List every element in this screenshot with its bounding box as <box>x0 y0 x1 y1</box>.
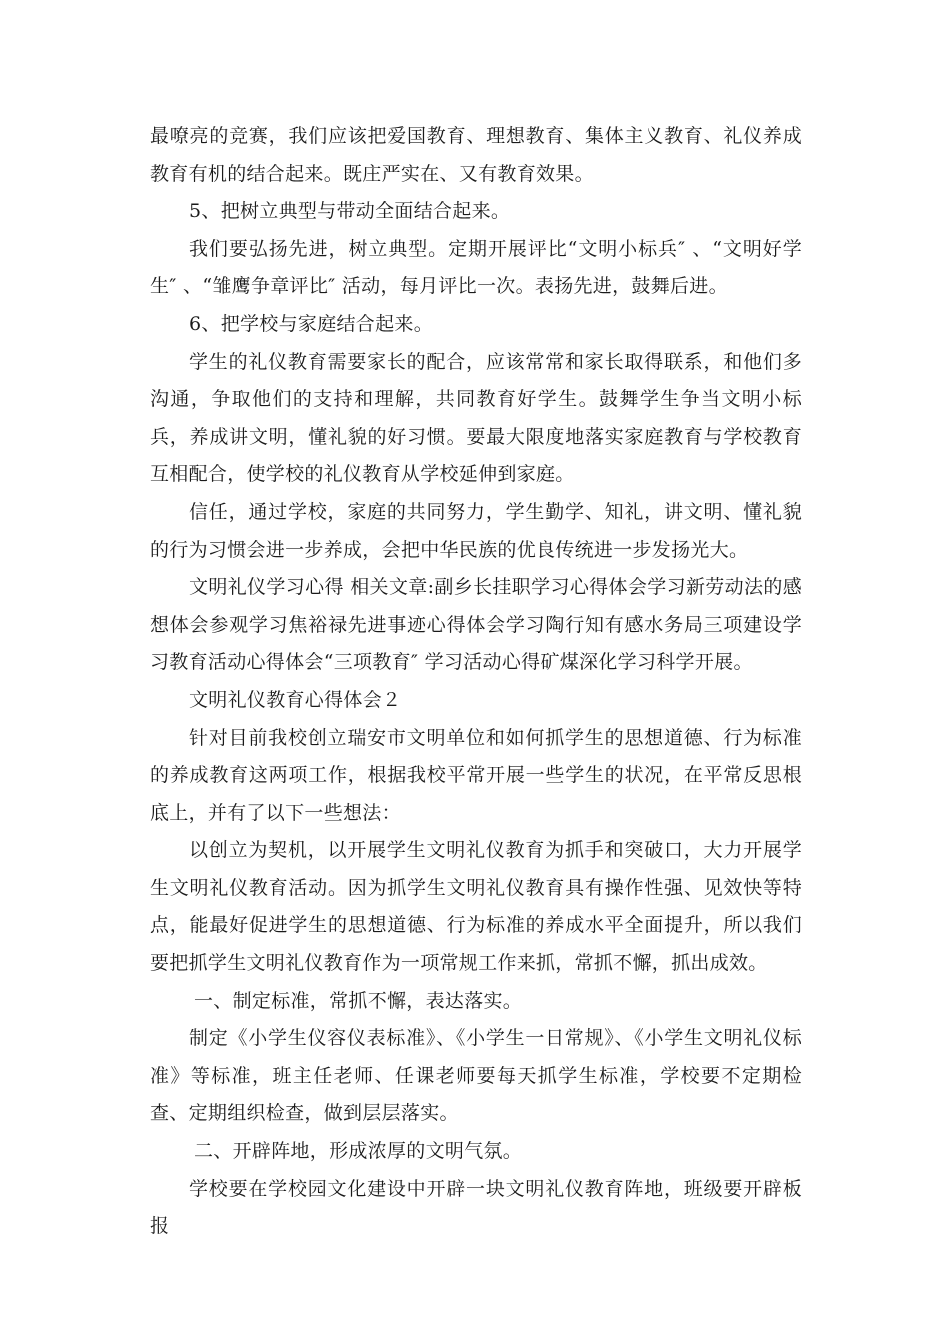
section-heading-2: 二、开辟阵地，形成浓厚的文明气氛。 <box>194 1140 523 1163</box>
paragraph: 制定《小学生仪容仪表标准》、《小学生一日常规》、《小学生文明礼仪标准》等标准，班主任老师、任课老师要每天抓学生标准，学校要不定期检查、定期组织检查，做到层层落实。 <box>150 1027 802 1125</box>
document-body <box>150 118 802 1246</box>
paragraph: 学生的礼仪教育需要家长的配合，应该常常和家长取得联系，和他们多沟通，争取他们的支持和理解，共同教育好学生。鼓舞学生争当文明小标兵，养成讲文明，懂礼貌的好习惯。要最大限度地落实家庭教育与学校教育互相配合，使学校的礼仪教育从学校延伸到家庭。 <box>150 350 802 486</box>
paragraph: 针对目前我校创立瑞安市文明单位和如何抓学生的思想道德、行为标准的养成教育这两项工作，根据我校平常开展一些学生的状况，在平常反思根底上，并有了以下一些想法： <box>150 726 802 824</box>
paragraph: 学校要在学校园文化建设中开辟一块文明礼仪教育阵地，班级要开辟板报 <box>150 1177 802 1238</box>
paragraph: 我们要弘扬先进，树立典型。定期开展评比“文明小标兵″ 、“文明好学生″ 、“雏鹰争章评比″ 活动，每月评比一次。表扬先进，鼓舞后进。 <box>150 237 802 298</box>
section-heading-1: 一、制定标准，常抓不懈，表达落实。 <box>194 989 523 1012</box>
paragraph: 信任，通过学校，家庭的共同努力，学生勤学、知礼，讲文明、懂礼貌的行为习惯会进一步养成，会把中华民族的优良传统进一步发扬光大。 <box>150 500 802 561</box>
section-heading-6: 6、把学校与家庭结合起来。 <box>189 312 433 335</box>
article-subtitle: 文明礼仪教育心得体会２ <box>189 688 402 711</box>
paragraph: 以创立为契机，以开展学生文明礼仪教育为抓手和突破口，大力开展学生文明礼仪教育活动。因为抓学生文明礼仪教育具有操作性强、见效快等特点，能最好促进学生的思想道德、行为标准的养成水平全面提升，所以我们要把抓学生文明礼仪教育作为一项常规工作来抓，常抓不懈，抓出成效。 <box>150 839 802 975</box>
related-articles-paragraph: 文明礼仪学习心得 相关文章:副乡长挂职学习心得体会学习新劳动法的感想体会参观学习焦裕禄先进事迹心得体会学习陶行知有感水务局三项建设学习教育活动心得体会“三项教育″ 学习活动心得矿煤深化学习科学开展。 <box>150 576 802 674</box>
section-heading-5: 5、把树立典型与带动全面结合起来。 <box>189 200 511 223</box>
paragraph-continuation: 最嘹亮的竞赛，我们应该把爱国教育、理想教育、集体主义教育、礼仪养成教育有机的结合起来。既庄严实在、又有教育效果。 <box>150 125 802 185</box>
